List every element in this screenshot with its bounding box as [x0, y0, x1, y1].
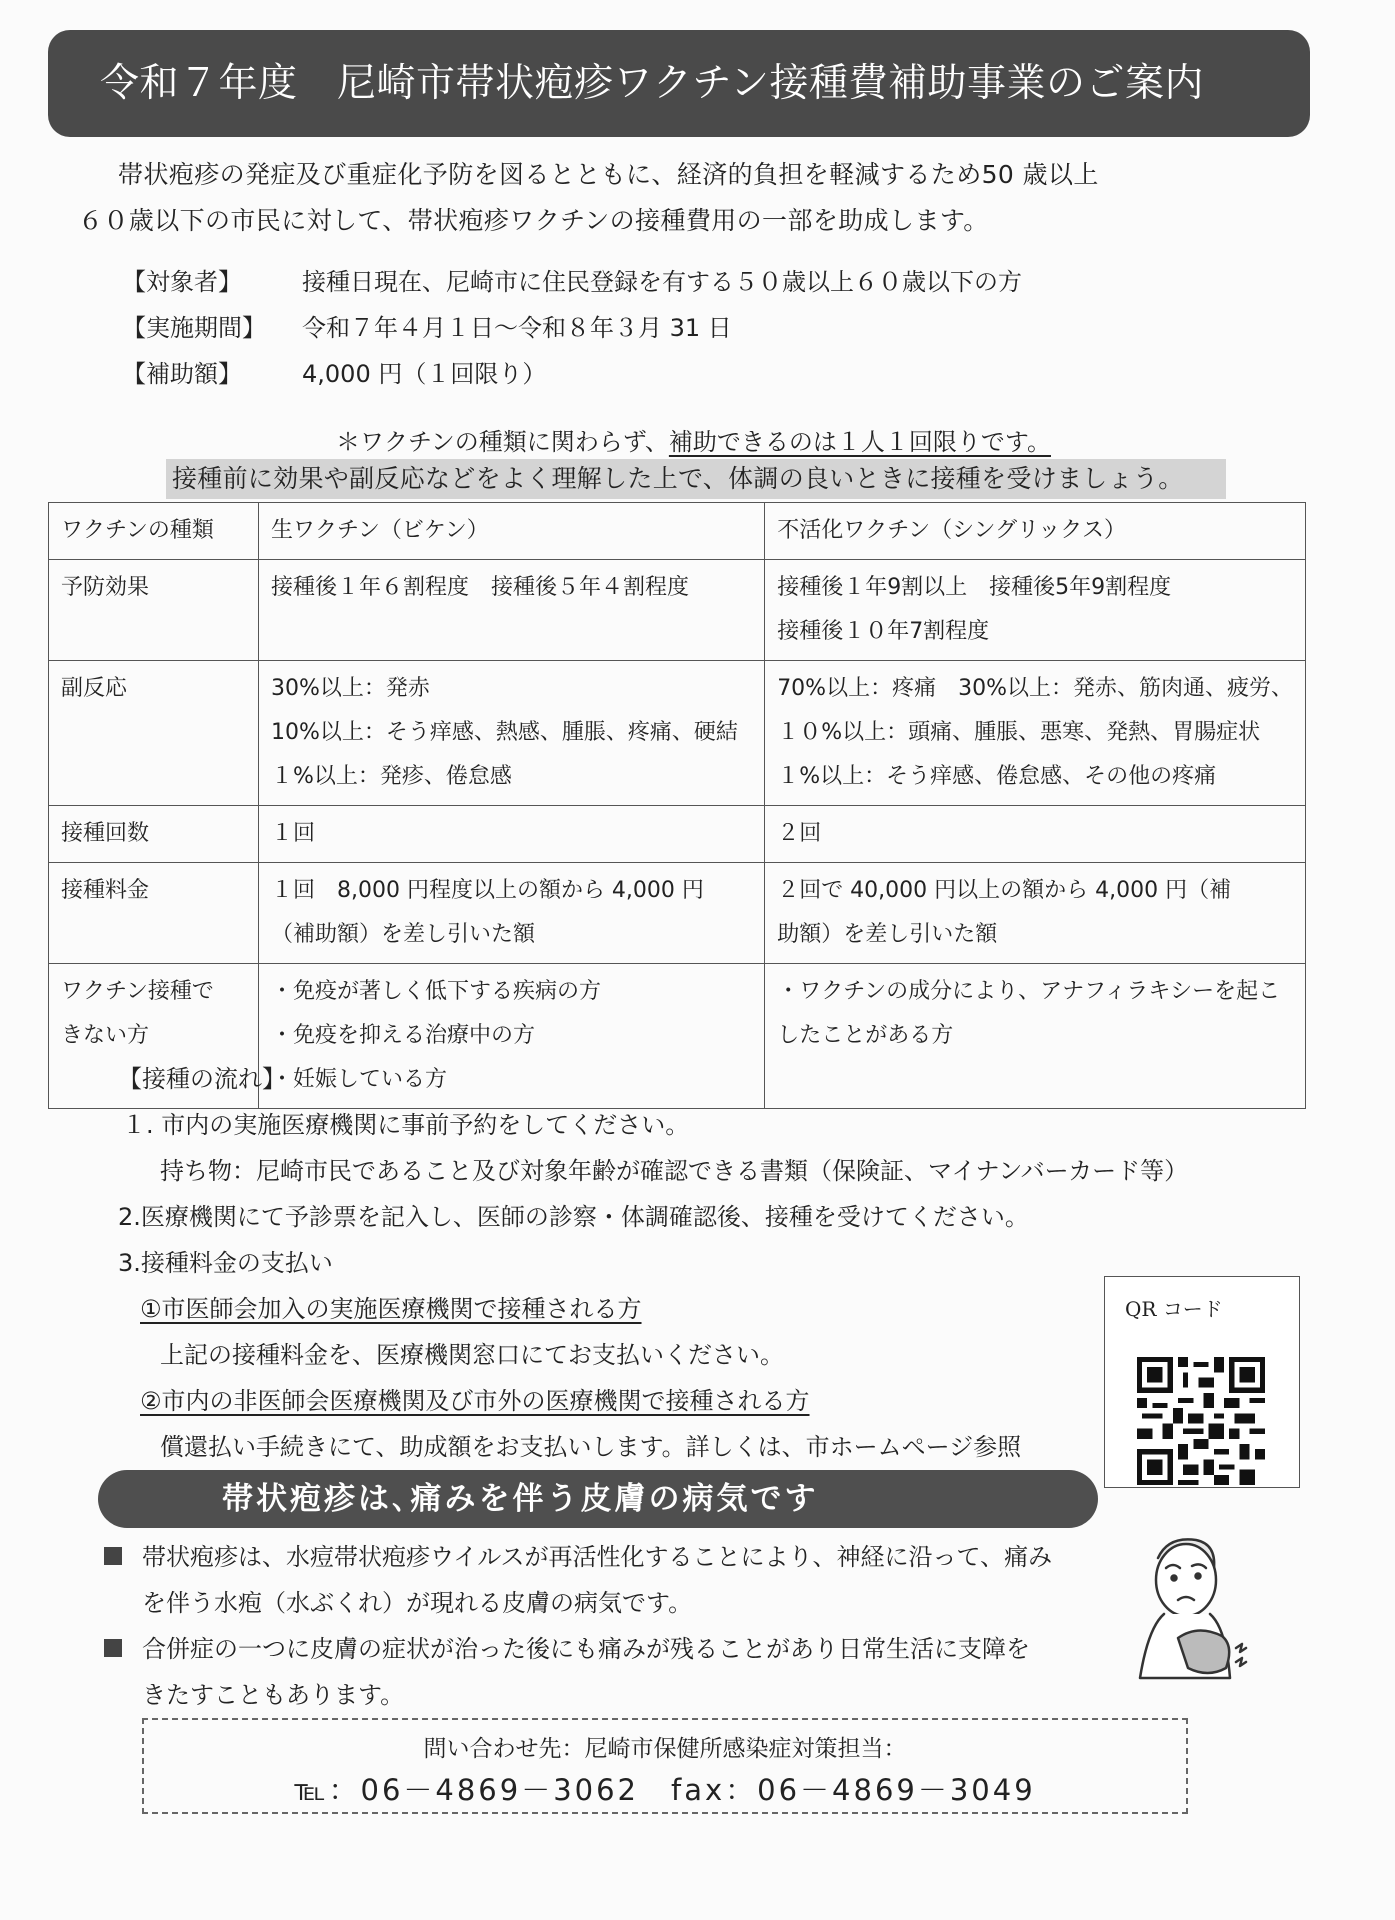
cell-line: 助額）を差し引いた額 [777, 922, 998, 947]
cell-line: ２回 [777, 821, 822, 846]
intro-line: ６０歳以下の市民に対して、帯状疱疹ワクチンの接種費用の一部を助成します。 [78, 206, 989, 235]
bullet-line: を伴う水疱（水ぶくれ）が現れる皮膚の病気です。 [142, 1589, 693, 1617]
flow-heading: 【接種の流れ】 [118, 1065, 286, 1093]
live-cell [258, 560, 764, 661]
flow-step-2: 2.医療機関にて予診票を記入し、医師の診察・体調確認後、接種を受けてください。 [118, 1203, 1029, 1231]
cell-line: １%以上：そう痒感、倦怠感、その他の疼痛 [777, 764, 1217, 789]
subsidy-note [336, 422, 1051, 457]
row-label [49, 661, 259, 806]
cell-line: 予防効果 [61, 575, 150, 600]
cell-line: ・免疫が著しく低下する疾病の方 [270, 979, 601, 1004]
bullet-line: 帯状疱疹は、水痘帯状疱疹ウイルスが再活性化することにより、神経に沿って、痛み [142, 1543, 1053, 1571]
contact-phone-fax[interactable]: ℡：06－4869－3062 fax：06－4869－3049 [294, 1773, 1036, 1807]
intro-text [78, 152, 1308, 244]
row-label [49, 806, 259, 863]
inactivated-cell [765, 806, 1306, 863]
note-underlined: 補助できるのは１人１回限りです。 [668, 428, 1051, 456]
list-item [100, 1626, 1052, 1718]
cell-line: ２回で 40,000 円以上の額から 4,000 円（補 [777, 878, 1232, 903]
table-row [49, 661, 1306, 806]
list-item [100, 1534, 1052, 1626]
intro-line: 帯状疱疹の発症及び重症化予防を図るとともに、経済的負担を軽減するため50 歳以上 [118, 160, 1099, 189]
cell-line: １回 8,000 円程度以上の額から 4,000 円 [270, 878, 704, 903]
cell-line: 接種回数 [61, 821, 150, 846]
table-row [49, 560, 1306, 661]
qr-code-box[interactable] [1104, 1276, 1300, 1488]
cell-line: 接種後１年６割程度 接種後５年４割程度 [270, 575, 689, 600]
target-value: 接種日現在、尼崎市に住民登録を有する５０歳以上６０歳以下の方 [302, 268, 1022, 296]
cell-line: １０%以上：頭痛、腫脹、悪寒、発熱、胃腸症状 [777, 720, 1261, 745]
period-label: 【実施期間】 [122, 314, 266, 342]
cell-line: 10%以上：そう痒感、熱感、腫脹、疼痛、硬結 [270, 720, 738, 745]
cell-line: 接種料金 [61, 878, 150, 903]
header-live-vaccine: 生ワクチン（ビケン） [258, 503, 764, 560]
live-cell [258, 863, 764, 964]
note-prefix: ＊ワクチンの種類に関わらず、 [336, 428, 669, 456]
contact-line-1: 問い合わせ先：尼崎市保健所感染症対策担当： [423, 1736, 907, 1762]
contact-box [142, 1718, 1188, 1814]
cell-line: ・妊娠している方 [270, 1067, 447, 1092]
flow-case-1-title: ①市医師会加入の実施医療機関で接種される方 [140, 1295, 642, 1323]
period-value: 令和７年４月１日～令和８年３月 31 日 [302, 314, 732, 342]
inactivated-cell [765, 661, 1306, 806]
flow-case-2-text: 償還払い手続きにて、助成額をお支払いします。詳しくは、市ホームページ参照 [160, 1433, 1022, 1461]
cell-line: 接種後１年9割以上 接種後5年9割程度 [777, 575, 1172, 600]
qr-label: QR コード [1125, 1297, 1223, 1321]
bullet-square-icon [104, 1547, 122, 1565]
person-in-pain-illustration-icon [1118, 1528, 1258, 1698]
highlight-message: 接種前に効果や副反応などをよく理解した上で、体調の良いときに接種を受けましょう。 [166, 459, 1226, 499]
bullet-square-icon [104, 1639, 122, 1657]
cell-line: 接種後１０年7割程度 [777, 619, 990, 644]
cell-line: 30%以上：発赤 [270, 676, 430, 701]
qr-code-icon[interactable] [1137, 1357, 1265, 1485]
cell-line: １%以上：発疹、倦怠感 [270, 764, 512, 789]
live-cell [258, 806, 764, 863]
section-banner: 帯状疱疹は､痛みを伴う皮膚の病気です [98, 1470, 1098, 1528]
amount-label: 【補助額】 [122, 360, 242, 388]
cell-line: ・免疫を抑える治療中の方 [270, 1023, 535, 1048]
flow-case-1-text: 上記の接種料金を、医療機関窓口にてお支払いください。 [160, 1341, 784, 1369]
row-label [49, 863, 259, 964]
table-header-row [49, 503, 1306, 560]
flow-case-2-title: ②市内の非医師会医療機関及び市外の医療機関で接種される方 [140, 1387, 810, 1415]
table-row [49, 806, 1306, 863]
header-inactivated-vaccine: 不活化ワクチン（シングリックス） [765, 503, 1306, 560]
header-vaccine-type: ワクチンの種類 [49, 503, 259, 560]
cell-line: きない方 [61, 1023, 150, 1048]
cell-line: （補助額）を差し引いた額 [270, 922, 535, 947]
vaccination-flow [118, 1056, 1188, 1470]
inactivated-cell [765, 863, 1306, 964]
cell-line: 副反応 [61, 676, 128, 701]
inactivated-cell [765, 560, 1306, 661]
flow-step-1: １. 市内の実施医療機関に事前予約をしてください。 [122, 1111, 690, 1139]
bullet-line: きたすこともあります。 [142, 1681, 405, 1709]
live-cell [258, 661, 764, 806]
cell-line: したことがある方 [777, 1023, 954, 1048]
page-title: 令和７年度 尼崎市帯状疱疹ワクチン接種費補助事業のご案内 [48, 30, 1310, 137]
bullet-line: 合併症の一つに皮膚の症状が治った後にも痛みが残ることがあり日常生活に支障を [142, 1635, 1030, 1663]
cell-line: ・ワクチンの成分により、アナフィラキシーを起こ [777, 979, 1281, 1004]
target-label: 【対象者】 [122, 268, 242, 296]
flow-step-3: 3.接種料金の支払い [118, 1249, 333, 1277]
amount-value: 4,000 円（１回限り） [302, 360, 547, 388]
shingles-info-list [100, 1534, 1052, 1718]
row-label [49, 560, 259, 661]
cell-line: 70%以上：疼痛 30%以上：発赤、筋肉通、疲労、 [777, 676, 1293, 701]
vaccine-comparison-table [48, 502, 1306, 1109]
cell-line: １回 [270, 821, 315, 846]
cell-line: ワクチン接種で [61, 979, 214, 1004]
flow-step-1-note: 持ち物：尼崎市民であること及び対象年齢が確認できる書類（保険証、マイナンバーカード等） [160, 1157, 1189, 1185]
table-row [49, 863, 1306, 964]
